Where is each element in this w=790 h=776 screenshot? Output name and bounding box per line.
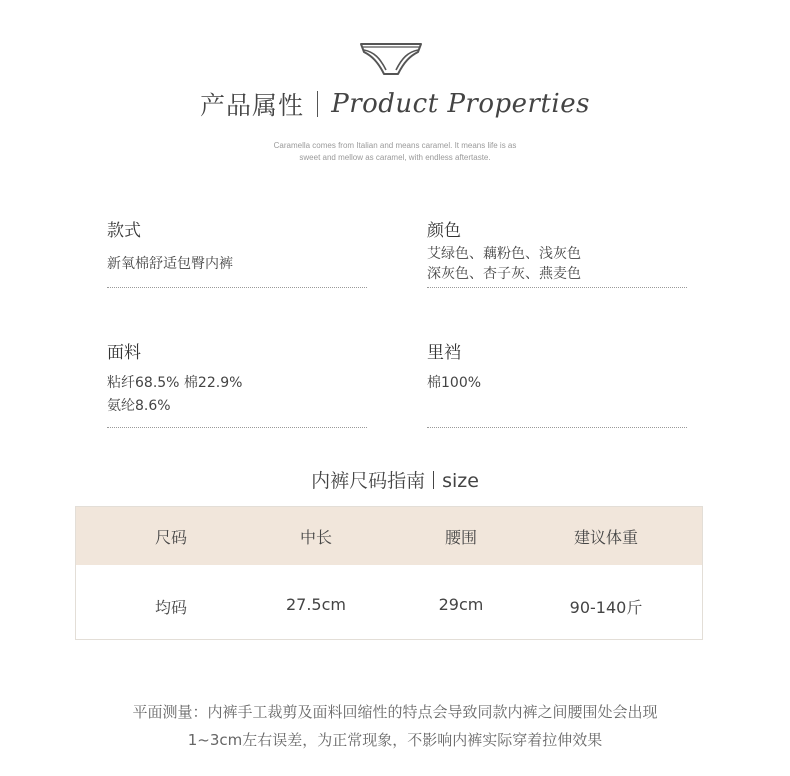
size-guide-title-cn: 内裤尺码指南 bbox=[311, 470, 426, 492]
property-value: 新氧棉舒适包臀内裤 bbox=[107, 256, 233, 272]
table-row bbox=[76, 565, 702, 639]
property-style bbox=[107, 220, 367, 274]
property-label: 款式 bbox=[107, 221, 141, 241]
subtitle-line-2: sweet and mellow as caramel, with endless aftertaste. bbox=[299, 153, 491, 162]
property-value-line-2: 氨纶8.6% bbox=[107, 398, 171, 414]
title-english: Product Properties bbox=[331, 89, 590, 119]
row-cell-waist: 29cm bbox=[438, 595, 484, 614]
title-divider bbox=[317, 91, 318, 117]
property-label: 里裆 bbox=[427, 343, 461, 363]
size-title-divider bbox=[433, 471, 434, 489]
property-crotch-lining bbox=[427, 342, 687, 395]
row-cell-length: 27.5cm bbox=[285, 595, 346, 614]
size-table bbox=[75, 506, 703, 640]
property-label: 面料 bbox=[107, 343, 141, 363]
size-table-header bbox=[76, 507, 702, 565]
header-cell-size: 尺码 bbox=[154, 528, 187, 547]
property-divider bbox=[107, 427, 367, 428]
property-value-line-1: 艾绿色、藕粉色、浅灰色 bbox=[427, 246, 581, 262]
properties-header bbox=[0, 0, 790, 170]
property-color bbox=[427, 220, 687, 284]
row-cell-size: 均码 bbox=[154, 598, 187, 617]
property-divider bbox=[107, 287, 367, 288]
measurement-note-line-2: 1~3cm左右误差，为正常现象，不影响内裤实际穿着拉伸效果 bbox=[187, 731, 603, 749]
page-title bbox=[0, 86, 790, 132]
property-value-line-2: 深灰色、杏子灰、燕麦色 bbox=[427, 266, 581, 282]
property-value: 棉100% bbox=[427, 375, 482, 391]
underwear-icon bbox=[358, 40, 424, 80]
brand-subtitle bbox=[0, 140, 790, 164]
size-guide-title bbox=[0, 466, 790, 493]
header-cell-weight: 建议体重 bbox=[573, 528, 638, 547]
subtitle-line-1: Caramella comes from Italian and means caramel. It means life is as bbox=[273, 141, 517, 150]
header-cell-waist: 腰围 bbox=[444, 528, 477, 547]
measurement-note-line-1: 平面测量：内裤手工裁剪及面料回缩性的特点会导致同款内裤之间腰围处会出现 bbox=[132, 703, 658, 721]
property-value-line-1: 粘纤68.5% 棉22.9% bbox=[107, 375, 243, 391]
size-guide-title-en: size bbox=[442, 470, 479, 492]
header-cell-length: 中长 bbox=[299, 528, 332, 547]
property-fabric bbox=[107, 342, 367, 418]
property-divider bbox=[427, 427, 687, 428]
property-label: 颜色 bbox=[427, 221, 461, 241]
title-chinese: 产品属性 bbox=[200, 91, 305, 120]
property-divider bbox=[427, 287, 687, 288]
row-cell-weight: 90-140斤 bbox=[569, 598, 643, 617]
